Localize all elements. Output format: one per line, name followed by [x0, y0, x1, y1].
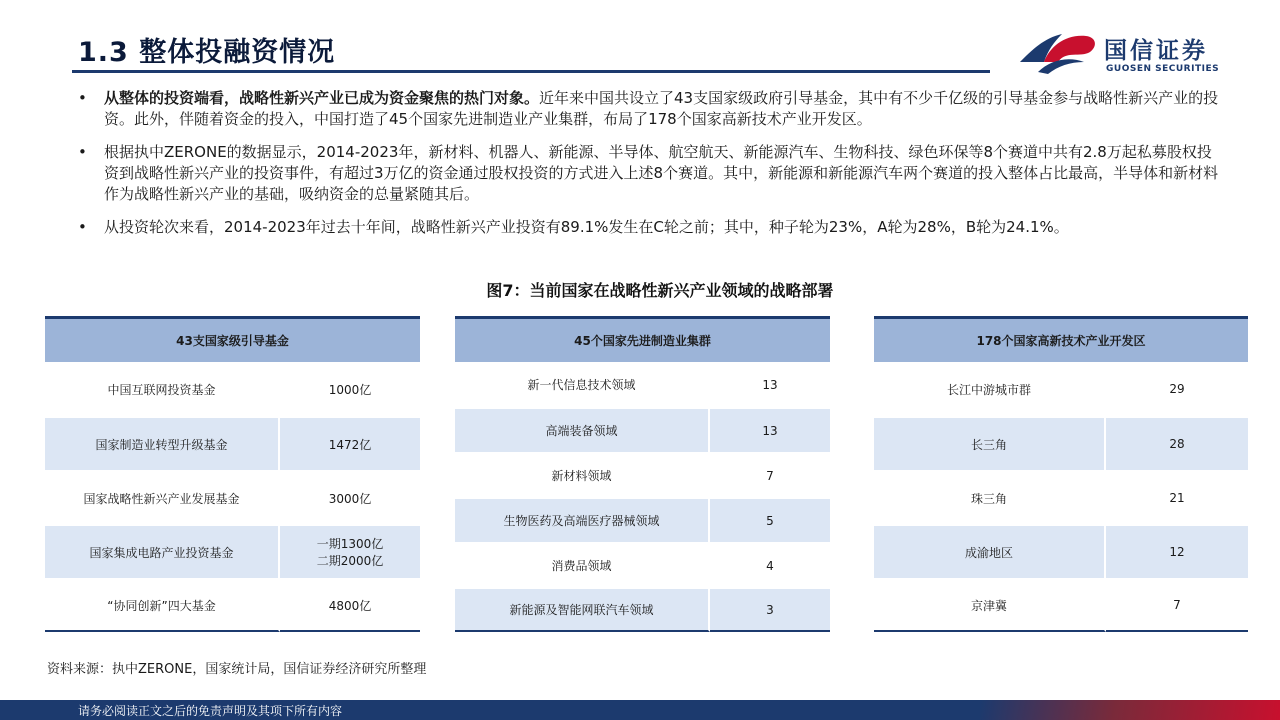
guosen-emblem-icon: [1018, 28, 1100, 78]
zones-table: [874, 316, 1248, 632]
fund-value-phase1: 一期1300亿: [316, 537, 384, 551]
cluster-name: 生物医药及高端医疗器械领域: [455, 497, 710, 542]
table-row: [455, 452, 830, 497]
footer-bar: [0, 700, 1280, 720]
table-row: [455, 587, 830, 632]
guosen-logo: [1018, 28, 1258, 78]
zone-count: 7: [1106, 578, 1248, 632]
table-header: 178个国家高新技术产业开发区: [874, 316, 1248, 362]
zone-name: 长江中游城市群: [874, 362, 1106, 416]
cluster-count: 7: [710, 452, 830, 497]
zone-count: 28: [1106, 416, 1248, 470]
table-row: [874, 578, 1248, 632]
table-row: [874, 524, 1248, 578]
table-row: [45, 416, 420, 470]
fund-name: 国家制造业转型升级基金: [45, 416, 280, 470]
fund-value: [280, 524, 420, 578]
bullet-text: 从投资轮次来看，2014-2023年过去十年间，战略性新兴产业投资有89.1%发生在C轮之前；其中，种子轮为23%，A轮为28%，B轮为24.1%。: [104, 218, 1069, 236]
zone-name: 长三角: [874, 416, 1106, 470]
logo-english-name: GUOSEN SECURITIES: [1106, 64, 1220, 74]
bullet-text: 根据执中ZERONE的数据显示，2014-2023年，新材料、机器人、新能源、半导体、航空航天、新能源汽车、生物科技、绿色环保等8个赛道中共有2.8万起私募股权投资到战略性新兴产业的投资事件，有超过3万亿的资金通过股权投资的方式进入上述8个赛道。其中，新能源和新能源汽车两个赛道的投入整体占比最高，半导体和新材料作为战略性新兴产业的基础，吸纳资金的总量紧随其后。: [104, 143, 1219, 203]
bullet-dot-icon: •: [78, 143, 87, 161]
bullet-dot-icon: •: [78, 218, 87, 236]
table-row: [874, 416, 1248, 470]
fund-value: 4800亿: [280, 578, 420, 632]
fund-name: 国家集成电路产业投资基金: [45, 524, 280, 578]
table-row: [455, 407, 830, 452]
cluster-count: 4: [710, 542, 830, 587]
table-header: 45个国家先进制造业集群: [455, 316, 830, 362]
cluster-name: 消费品领域: [455, 542, 710, 587]
fund-name: “协同创新”四大基金: [45, 578, 280, 632]
fund-name: 国家战略性新兴产业发展基金: [45, 470, 280, 524]
table-row: [455, 497, 830, 542]
table-row: [45, 362, 420, 416]
zone-count: 29: [1169, 382, 1185, 396]
cluster-count: 13: [762, 377, 778, 392]
figure-title: 图7：当前国家在战略性新兴产业领域的战略部署: [486, 281, 834, 300]
zone-count: 21: [1106, 470, 1248, 524]
table-row: [874, 362, 1248, 416]
title-underline: [72, 70, 990, 73]
source-note: 资料来源：执中ZERONE，国家统计局，国信证券经济研究所整理: [47, 662, 427, 677]
bullet-bold-lead: 从整体的投资端看，战略性新兴产业已成为资金聚焦的热门对象。: [104, 89, 540, 107]
fund-value: 1000亿: [328, 382, 372, 397]
cluster-count: 13: [710, 407, 830, 452]
page-title: 1.3 整体投融资情况: [78, 37, 336, 68]
cluster-count: 5: [710, 497, 830, 542]
zone-count: 12: [1106, 524, 1248, 578]
table-row: [45, 470, 420, 524]
clusters-table: [455, 316, 830, 632]
table-row: [45, 578, 420, 632]
cluster-name: 新材料领域: [455, 452, 710, 497]
table-row: [874, 470, 1248, 524]
zone-name: 京津冀: [874, 578, 1106, 632]
fund-value: 3000亿: [280, 470, 420, 524]
table-row: [45, 524, 420, 578]
bullet-item: [76, 217, 1226, 238]
fund-name: 中国互联网投资基金: [45, 362, 280, 416]
zone-name: 成渝地区: [874, 524, 1106, 578]
fund-value: 1472亿: [280, 416, 420, 470]
funds-table: [45, 316, 420, 632]
footer-accent: [980, 700, 1280, 720]
table-header: 43支国家级引导基金: [45, 316, 420, 362]
table-row: [455, 542, 830, 587]
cluster-count: 3: [710, 587, 830, 632]
table-row: [455, 362, 830, 407]
cluster-name: 高端装备领域: [455, 407, 710, 452]
zone-name: 珠三角: [874, 470, 1106, 524]
bullet-text: 近年来中国共设立了43支国家级政府引导基金，其中有不少千亿级的引导基金参与战略性新兴产业的投资。此外，伴随着资金的投入，中国打造了45个国家先进制造业产业集群，布局了178个国家高新技术产业开发区。: [104, 89, 1219, 128]
bullet-item: [76, 88, 1226, 130]
bullet-list: [76, 88, 1226, 250]
cluster-name: 新能源及智能网联汽车领域: [455, 587, 710, 632]
bullet-dot-icon: •: [78, 89, 87, 107]
logo-chinese-name: 国信证券: [1104, 38, 1208, 64]
fund-value-phase2: 二期2000亿: [316, 554, 384, 568]
cluster-name: 新一代信息技术领域: [455, 362, 710, 407]
bullet-item: [76, 142, 1226, 205]
disclaimer-text: 请务必阅读正文之后的免责声明及其项下所有内容: [78, 704, 343, 718]
